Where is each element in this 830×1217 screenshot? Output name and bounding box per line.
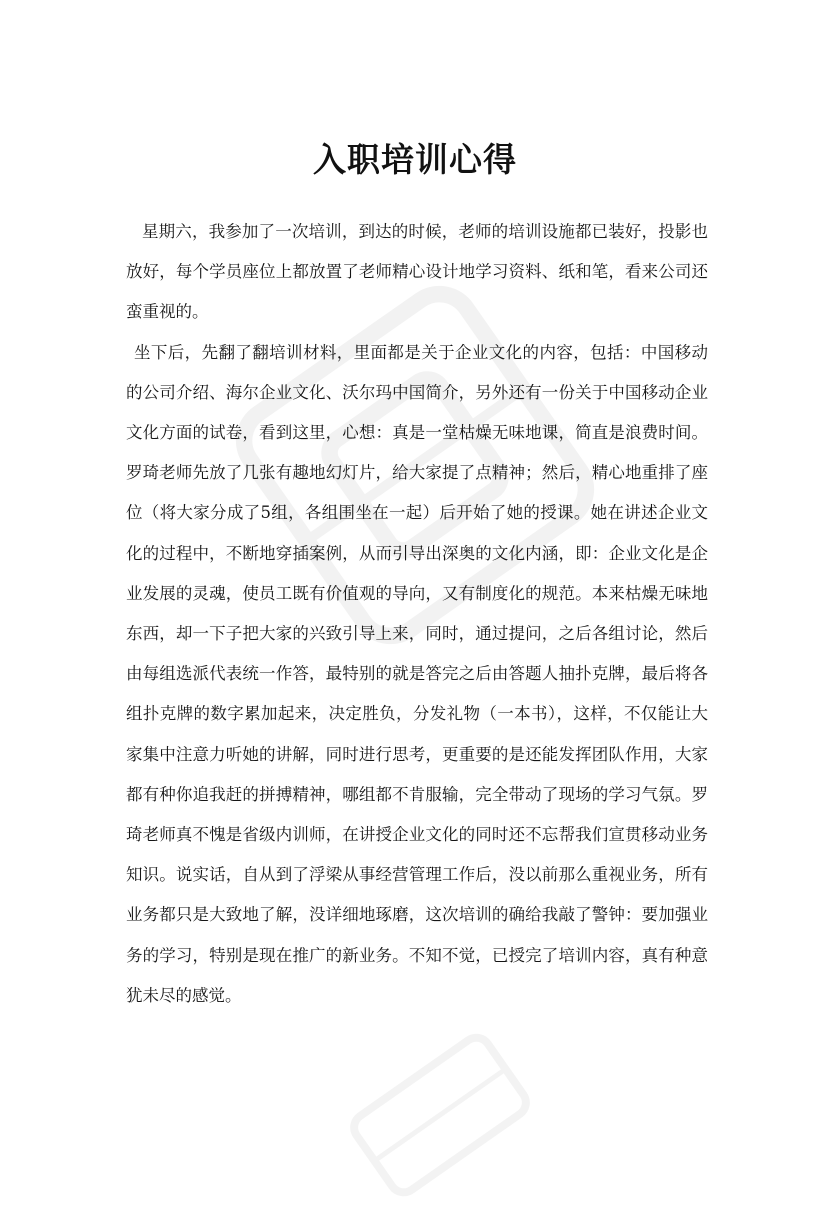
paragraph-2: 坐下后，先翻了翻培训材料，里面都是关于企业文化的内容，包括：中国移动的公司介绍、海尔企业文化、沃尔玛中国简介，另外还有一份关于中国移动企业文化方面的试卷，看到这里，心想：真是一堂枯燥无味地课，简直是浪费时间。罗琦老师先放了几张有趣地幻灯片，给大家提了点精神；然后，精心地重排了座位（将大家分成了5组，各组围坐在一起）后开始了她的授课。她在讲述企业文化的过程中，不断地穿插案例，从而引导出深奥的文化内涵，即：企业文化是企业发展的灵魂，使员工既有价值观的导向，又有制度化的规范。本来枯燥无味地东西，却一下子把大家的兴致引导上来，同时，通过提问，之后各组讨论，然后由每组选派代表统一作答，最特别的就是答完之后由答题人抽扑克牌，最后将各组扑克牌的数字累加起来，决定胜负，分发礼物（一本书），这样，不仅能让大家集中注意力听她的讲解，同时进行思考，更重要的是还能发挥团队作用，大家都有种你追我赶的拼搏精神，哪组都不肯服输，完全带动了现场的学习气氛。罗琦老师真不愧是省级内训师，在讲授企业文化的同时还不忘帮我们宣贯移动业务知识。说实话，自从到了浮梁从事经营管理工作后，没以前那么重视业务，所有业务都只是大致地了解，没详细地琢磨，这次培训的确给我敲了警钟：要加强业务的学习，特别是现在推广的新业务。不知不觉，已授完了培训内容，真有种意犹未尽的感觉。 [126, 342, 708, 1005]
document-title: 入职培训心得 [313, 140, 517, 180]
paragraph-1: 星期六，我参加了一次培训，到达的时候，老师的培训设施都已装好，投影也放好，每个学员座位上都放置了老师精心设计地学习资料、纸和笔，看来公司还蛮重视的。 [126, 222, 708, 322]
document-body [126, 212, 708, 1016]
watermark-logo-bottom-icon [327, 1013, 554, 1217]
